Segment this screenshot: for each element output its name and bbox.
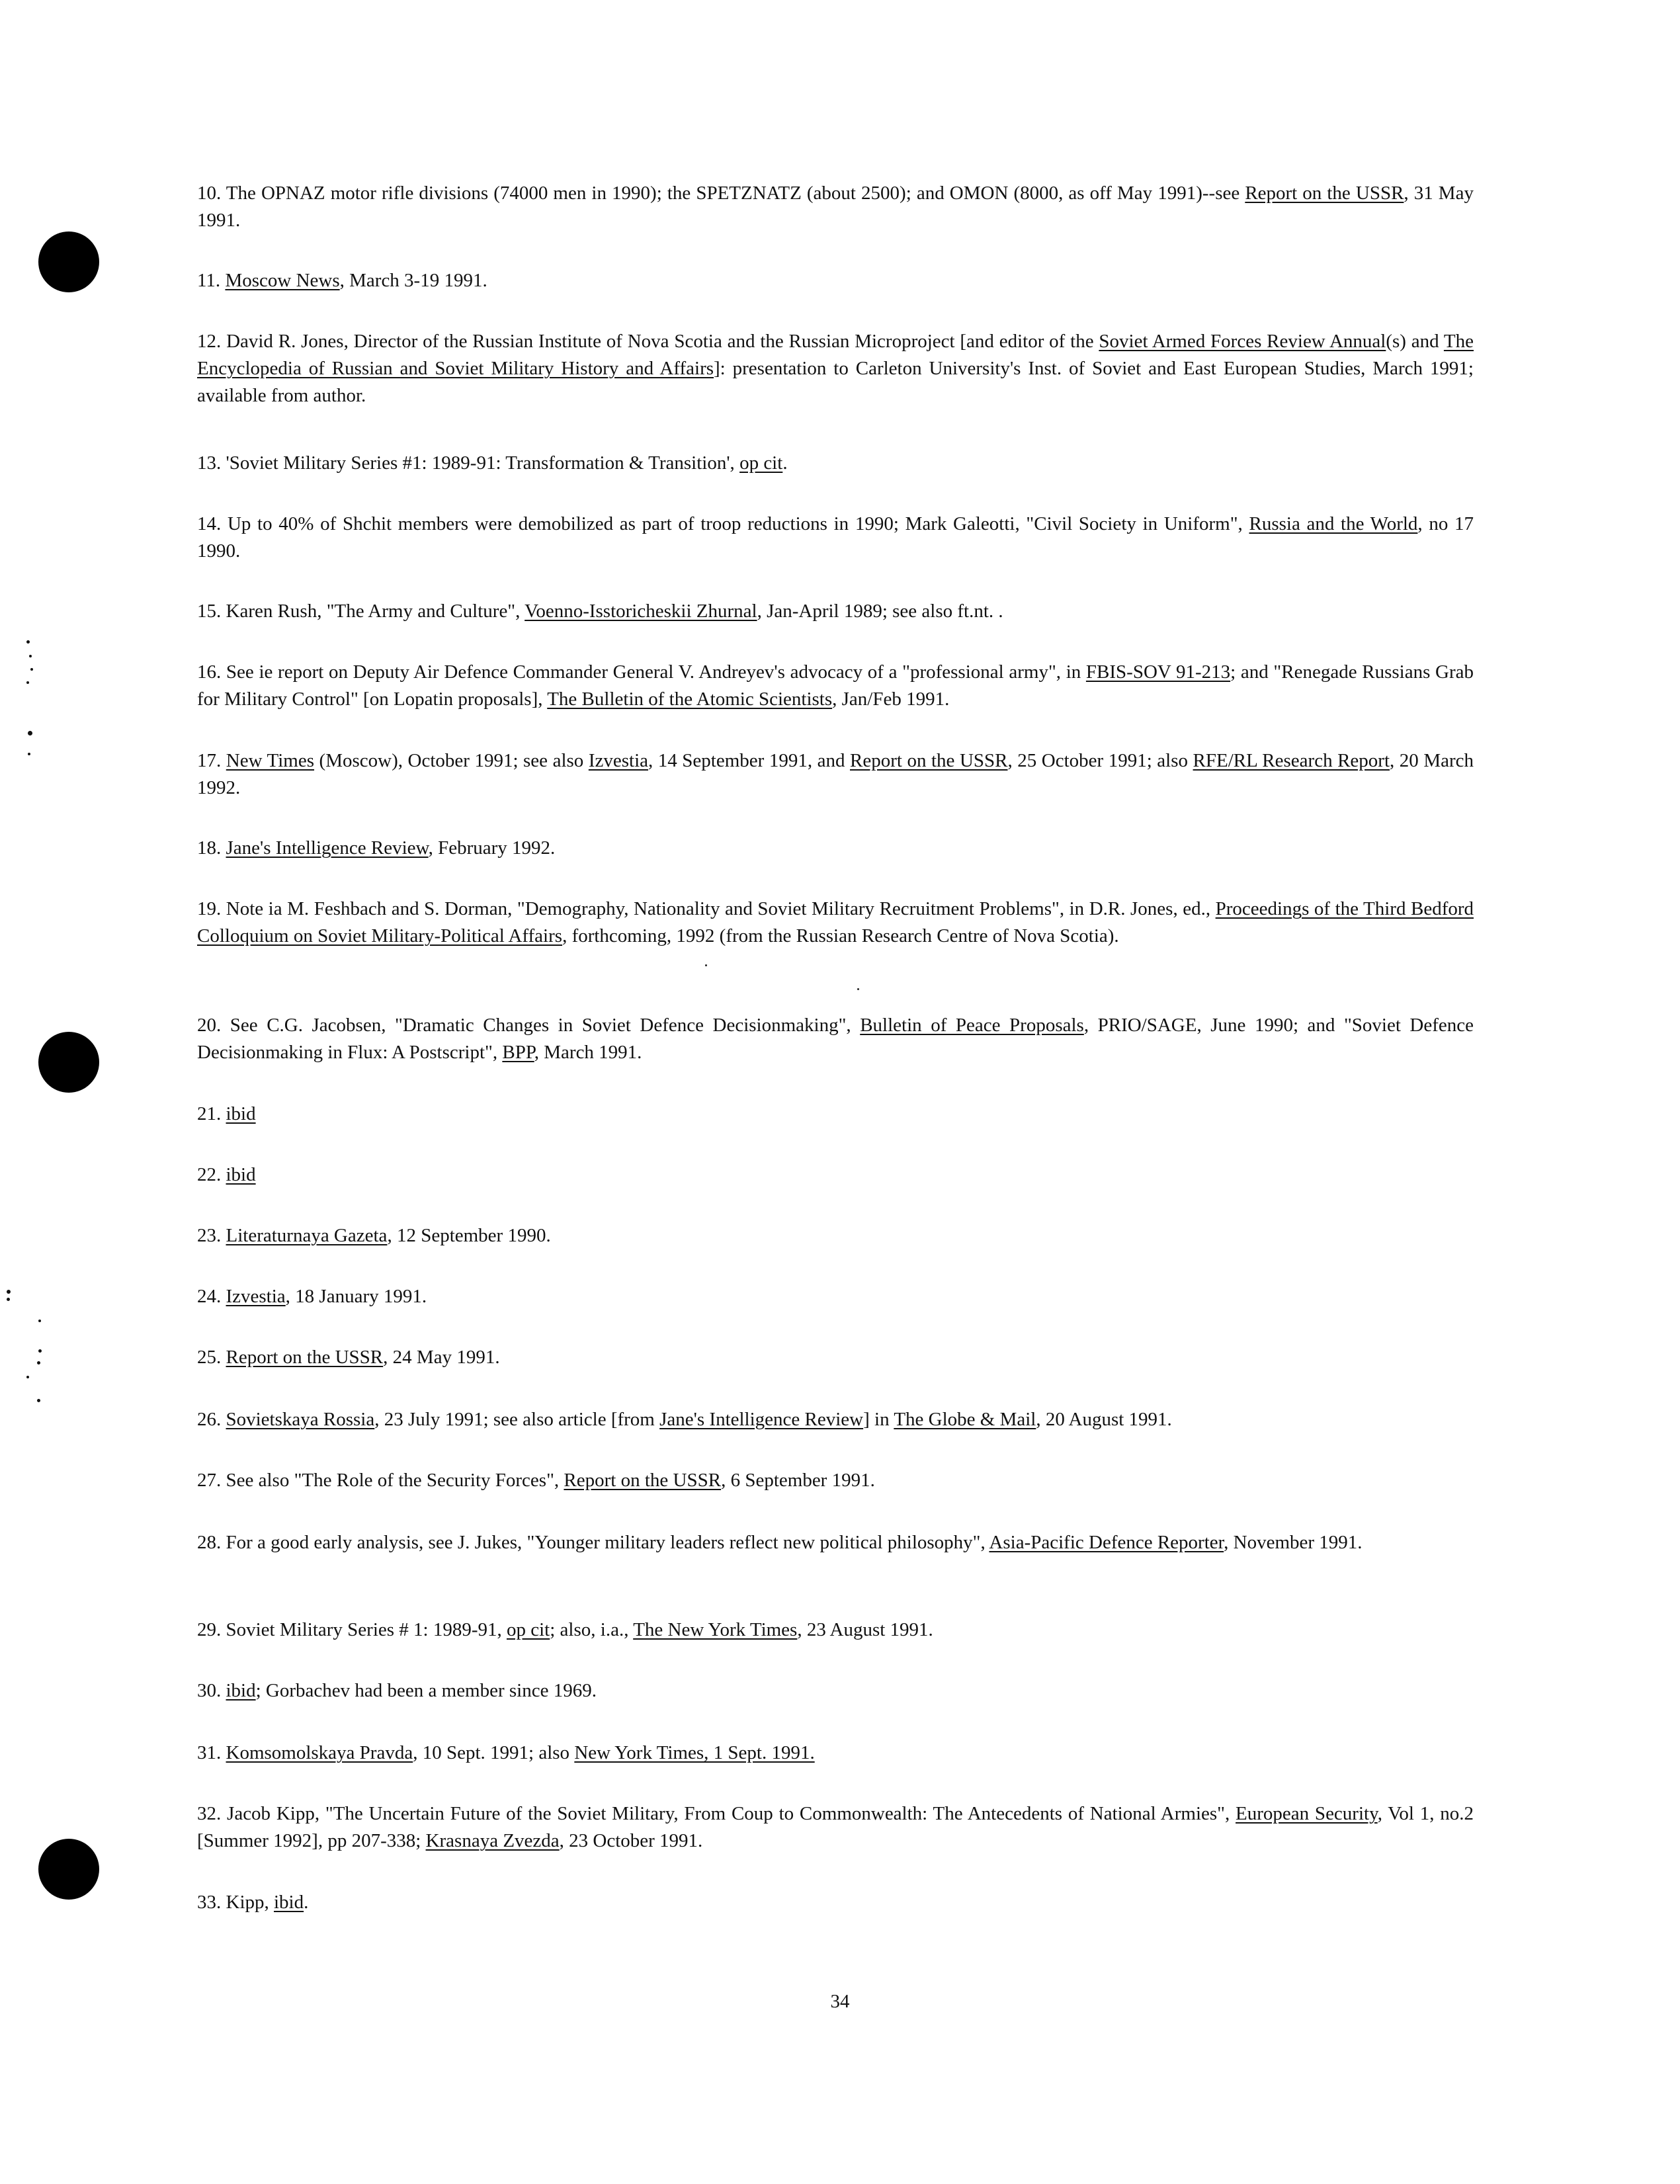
endnote-21 bbox=[197, 1101, 1474, 1128]
citation-title: op cit bbox=[739, 452, 783, 474]
citation-title: Literaturnaya Gazeta bbox=[226, 1225, 388, 1246]
note-number: 17. bbox=[197, 750, 222, 771]
note-text: (Moscow), October 1991; see also bbox=[314, 750, 589, 771]
endnote-18 bbox=[197, 835, 1474, 862]
citation-title: European Security bbox=[1236, 1803, 1378, 1824]
note-text: , 12 September 1990. bbox=[387, 1225, 551, 1246]
note-text: The OPNAZ motor rifle divisions (74000 men in 1990); the SPETZNATZ (about 2500); and OMON (8000, as off May 1991)--see bbox=[226, 183, 1245, 204]
citation-title: Bulletin of Peace Proposals bbox=[860, 1015, 1084, 1036]
citation-title: Jane's Intelligence Review bbox=[659, 1409, 864, 1430]
citation-title: FBIS-SOV 91-213 bbox=[1085, 661, 1231, 683]
citation-title: New Times bbox=[226, 750, 315, 771]
margin-speck bbox=[37, 1399, 40, 1402]
citation-title: Asia-Pacific Defence Reporter bbox=[989, 1532, 1224, 1553]
stray-mark bbox=[705, 964, 707, 966]
endnote-31 bbox=[197, 1740, 1474, 1767]
endnote-15 bbox=[197, 598, 1474, 625]
note-number: 23. bbox=[197, 1225, 222, 1246]
endnote-17 bbox=[197, 747, 1474, 802]
citation-title: BPP bbox=[502, 1042, 534, 1063]
citation-title: Moscow News bbox=[225, 270, 340, 291]
citation-title: The Bulletin of the Atomic Scientists bbox=[547, 689, 833, 710]
citation-title: op cit bbox=[507, 1619, 550, 1640]
page-number: 34 bbox=[830, 1991, 850, 2012]
citation-title: ibid bbox=[226, 1103, 256, 1124]
note-text: Kipp, bbox=[226, 1892, 274, 1913]
citation-title: Izvestia bbox=[226, 1286, 286, 1307]
note-text: Soviet Military Series # 1: 1989-91, bbox=[226, 1619, 507, 1640]
citation-title: ibid bbox=[274, 1892, 304, 1913]
note-number: 10. bbox=[197, 183, 222, 204]
endnote-13 bbox=[197, 450, 1474, 477]
note-number: 15. bbox=[197, 601, 222, 622]
note-text: , November 1991. bbox=[1224, 1532, 1363, 1553]
endnote-10 bbox=[197, 180, 1474, 234]
note-text: , 6 September 1991. bbox=[721, 1470, 875, 1491]
note-text: , February 1992. bbox=[428, 837, 556, 859]
margin-speck bbox=[26, 681, 29, 684]
margin-speck bbox=[7, 1290, 11, 1294]
note-number: 19. bbox=[197, 898, 222, 919]
citation-title: Soviet Armed Forces Review Annual bbox=[1099, 331, 1386, 352]
note-text: , Vol 1, no.2 [Summer 1992], pp 207-338; bbox=[197, 1803, 1474, 1851]
note-text: . bbox=[304, 1892, 309, 1913]
note-number: 21. bbox=[197, 1103, 222, 1124]
note-text: ; Gorbachev had been a member since 1969. bbox=[255, 1680, 597, 1701]
note-text: , 14 September 1991, and bbox=[648, 750, 851, 771]
note-text: , 23 August 1991. bbox=[797, 1619, 933, 1640]
note-text: , 18 January 1991. bbox=[285, 1286, 427, 1307]
note-text: , 31 May 1991. bbox=[197, 183, 1474, 231]
note-text: Karen Rush, "The Army and Culture", bbox=[226, 601, 525, 622]
citation-title: New York Times, 1 Sept. 1991. bbox=[574, 1742, 815, 1763]
margin-speck bbox=[7, 1298, 10, 1301]
citation-title: Izvestia bbox=[588, 750, 648, 771]
endnote-33 bbox=[197, 1889, 1474, 1916]
note-text: , forthcoming, 1992 (from the Russian Research Centre of Nova Scotia). bbox=[562, 925, 1119, 946]
endnote-27 bbox=[197, 1467, 1474, 1494]
citation-title: The New York Times bbox=[633, 1619, 798, 1640]
citation-title: Russia and the World bbox=[1249, 513, 1418, 534]
endnote-25 bbox=[197, 1344, 1474, 1371]
margin-speck bbox=[28, 753, 30, 755]
note-number: 32. bbox=[197, 1803, 222, 1824]
endnote-30 bbox=[197, 1677, 1474, 1704]
note-text: David R. Jones, Director of the Russian Institute of Nova Scotia and the Russian Microproject [and editor of the bbox=[226, 331, 1099, 352]
note-text: , 10 Sept. 1991; also bbox=[413, 1742, 575, 1763]
note-number: 25. bbox=[197, 1347, 222, 1368]
citation-title: The Encyclopedia of Russian and Soviet Military History and Affairs bbox=[197, 331, 1474, 379]
margin-speck bbox=[28, 731, 32, 735]
endnote-23 bbox=[197, 1222, 1474, 1249]
binder-hole-bottom bbox=[38, 1839, 99, 1900]
endnote-20 bbox=[197, 1012, 1474, 1066]
note-text: ; also, i.a., bbox=[550, 1619, 634, 1640]
note-number: 27. bbox=[197, 1470, 222, 1491]
binder-hole-middle bbox=[38, 1032, 99, 1093]
note-number: 31. bbox=[197, 1742, 222, 1763]
binder-hole-top bbox=[38, 231, 99, 292]
endnote-19 bbox=[197, 896, 1474, 950]
citation-title: Komsomolskaya Pravda bbox=[226, 1742, 413, 1763]
note-text: 'Soviet Military Series #1: 1989-91: Transformation & Transition', bbox=[226, 452, 740, 474]
endnote-14 bbox=[197, 511, 1474, 565]
note-text: Note ia M. Feshbach and S. Dorman, "Demography, Nationality and Soviet Military Recruitment Problems", in D.R. Jones, ed., bbox=[226, 898, 1216, 919]
note-number: 26. bbox=[197, 1409, 222, 1430]
note-text: Jacob Kipp, "The Uncertain Future of the Soviet Military, From Coup to Commonwealth: The Antecedents of National Armies", bbox=[227, 1803, 1236, 1824]
note-number: 11. bbox=[197, 270, 221, 291]
note-number: 14. bbox=[197, 513, 222, 534]
citation-title: Voenno-Isstoricheskii Zhurnal bbox=[525, 601, 757, 622]
citation-title: RFE/RL Research Report bbox=[1193, 750, 1390, 771]
note-text: See C.G. Jacobsen, "Dramatic Changes in Soviet Defence Decisionmaking", bbox=[230, 1015, 861, 1036]
endnote-12 bbox=[197, 328, 1474, 409]
note-number: 33. bbox=[197, 1892, 222, 1913]
note-number: 29. bbox=[197, 1619, 222, 1640]
note-text: . bbox=[782, 452, 788, 474]
note-number: 20. bbox=[197, 1015, 222, 1036]
stray-mark bbox=[857, 988, 859, 990]
note-text: , 23 October 1991. bbox=[559, 1830, 703, 1851]
margin-speck bbox=[29, 655, 32, 657]
note-number: 30. bbox=[197, 1680, 222, 1701]
endnote-22 bbox=[197, 1161, 1474, 1189]
note-number: 22. bbox=[197, 1164, 222, 1185]
note-text: See also "The Role of the Security Forces", bbox=[226, 1470, 564, 1491]
note-text: ]: presentation to Carleton University's Inst. of Soviet and East European Studies, March 1991; available from author. bbox=[197, 358, 1474, 406]
citation-title: Report on the USSR bbox=[564, 1470, 722, 1491]
endnote-24 bbox=[197, 1283, 1474, 1310]
citation-title: ibid bbox=[226, 1680, 256, 1701]
note-text: , 20 August 1991. bbox=[1036, 1409, 1172, 1430]
note-number: 28. bbox=[197, 1532, 222, 1553]
note-text: , March 1991. bbox=[534, 1042, 642, 1063]
endnote-16 bbox=[197, 659, 1474, 713]
citation-title: ibid bbox=[226, 1164, 256, 1185]
note-number: 24. bbox=[197, 1286, 222, 1307]
note-text: , Jan-April 1989; see also ft.nt. . bbox=[757, 601, 1003, 622]
note-number: 12. bbox=[197, 331, 222, 352]
note-text: , March 3-19 1991. bbox=[339, 270, 487, 291]
note-text: See ie report on Deputy Air Defence Commander General V. Andreyev's advocacy of a "professional army", in bbox=[226, 661, 1086, 683]
citation-title: Proceedings of the Third Bedford Colloquium on Soviet Military-Political Affairs bbox=[197, 898, 1474, 946]
margin-speck bbox=[38, 1349, 42, 1353]
note-text: , Jan/Feb 1991. bbox=[832, 689, 950, 710]
note-number: 13. bbox=[197, 452, 222, 474]
citation-title: Report on the USSR bbox=[850, 750, 1008, 771]
margin-speck bbox=[37, 1361, 40, 1365]
endnote-28 bbox=[197, 1529, 1474, 1556]
note-number: 16. bbox=[197, 661, 222, 683]
note-text: , no 17 1990. bbox=[197, 513, 1474, 562]
note-text: , 25 October 1991; also bbox=[1007, 750, 1193, 771]
note-text: , PRIO/SAGE, June 1990; and "Soviet Defence Decisionmaking in Flux: A Postscript", bbox=[197, 1015, 1474, 1063]
margin-speck bbox=[26, 1376, 29, 1378]
note-number: 18. bbox=[197, 837, 222, 859]
citation-title: Jane's Intelligence Review bbox=[226, 837, 429, 859]
note-text: (s) and bbox=[1386, 331, 1444, 352]
citation-title: Report on the USSR bbox=[226, 1347, 384, 1368]
margin-speck bbox=[38, 1320, 41, 1322]
note-text: ; and "Renegade Russians Grab for Military Control" [on Lopatin proposals], bbox=[197, 661, 1474, 710]
margin-speck bbox=[26, 640, 30, 644]
endnote-26 bbox=[197, 1406, 1474, 1433]
endnote-11 bbox=[197, 267, 1474, 294]
note-text: Up to 40% of Shchit members were demobilized as part of troop reductions in 1990; Mark Galeotti, "Civil Society in Uniform", bbox=[227, 513, 1249, 534]
citation-title: The Globe & Mail bbox=[894, 1409, 1036, 1430]
margin-speck bbox=[30, 668, 33, 671]
endnote-32 bbox=[197, 1800, 1474, 1855]
endnote-29 bbox=[197, 1617, 1474, 1644]
note-text: ] in bbox=[863, 1409, 894, 1430]
citation-title: Report on the USSR bbox=[1245, 183, 1404, 204]
citation-title: Krasnaya Zvezda bbox=[425, 1830, 560, 1851]
note-text: , 20 March 1992. bbox=[197, 750, 1474, 798]
note-text: , 24 May 1991. bbox=[383, 1347, 500, 1368]
note-text: , 23 July 1991; see also article [from bbox=[374, 1409, 660, 1430]
citation-title: Sovietskaya Rossia bbox=[226, 1409, 375, 1430]
note-text: For a good early analysis, see J. Jukes, "Younger military leaders reflect new political philosophy", bbox=[226, 1532, 989, 1553]
